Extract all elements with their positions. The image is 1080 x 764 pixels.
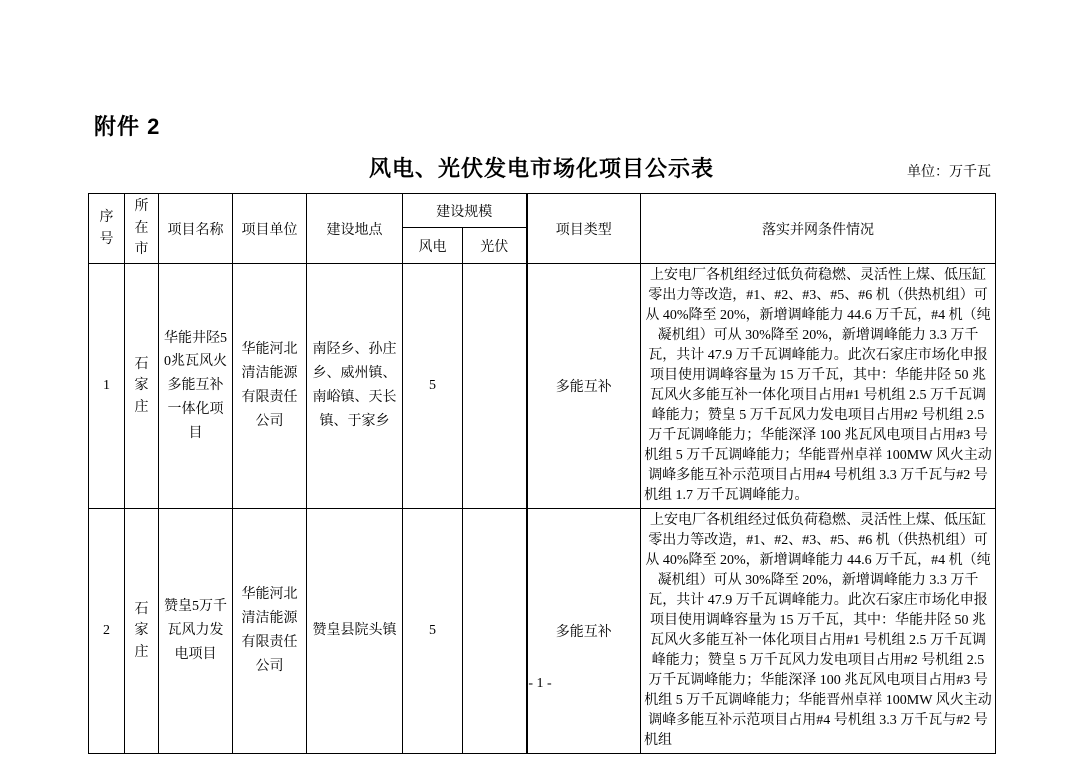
col-header-project-unit: 项目单位 xyxy=(233,194,307,264)
col-header-scale-group: 建设规模 xyxy=(403,194,527,228)
title-band xyxy=(88,152,995,186)
table-row xyxy=(89,264,996,509)
col-header-solar: 光伏 xyxy=(463,228,527,264)
document-title: 风电、光伏发电市场化项目公示表 xyxy=(368,156,714,181)
page-number: - 1 - xyxy=(528,676,552,691)
col-header-grid-conditions: 落实并网条件情况 xyxy=(641,194,996,264)
col-header-type: 项目类型 xyxy=(527,194,641,264)
cell-grid-conditions: 上安电厂各机组经过低负荷稳燃、灵活性上煤、低压缸零出力等改造，#1、#2、#3、#5、#6 机（供热机组）可从 40%降至 20%，新增调峰能力 44.6 万千瓦，#4 机（纯凝机组）可从 30%降至 20%，新增调峰能力 3.3 万千瓦，共计 47.9 万千瓦调峰能力。此次石家庄市场化申报项目使用调峰容量为 15 万千瓦，其中：华能井陉 50 兆瓦风火多能互补一体化项目占用#1 号机组 2.5 万千瓦调峰能力；赞皇 5 万千瓦风力发电项目占用#2 号机组 2.5 万千瓦调峰能力；华能深泽 100 兆瓦风电项目占用#3 号机组 5 万千瓦调峰能力；华能晋州卓祥 100MW 风火主动调峰多能互补示范项目占用#4 号机组 3.3 万千瓦与#2 号机组 1.7 万千瓦调峰能力。 xyxy=(641,264,996,509)
cell-project-name: 赞皇5万千瓦风力发电项目 xyxy=(159,509,233,754)
col-header-city: 所在市 xyxy=(125,194,159,264)
col-header-wind: 风电 xyxy=(403,228,463,264)
cell-solar-scale xyxy=(463,264,527,509)
cell-seq: 1 xyxy=(89,264,125,509)
unit-label: 单位：万千瓦 xyxy=(907,165,991,180)
attachment-label: 附件 2 xyxy=(94,114,161,139)
cell-wind-scale: 5 xyxy=(403,509,463,754)
cell-project-unit: 华能河北清洁能源有限责任公司 xyxy=(233,264,307,509)
cell-seq: 2 xyxy=(89,509,125,754)
col-header-project-name: 项目名称 xyxy=(159,194,233,264)
cell-solar-scale xyxy=(463,509,527,754)
col-header-seq: 序号 xyxy=(89,194,125,264)
table-row xyxy=(89,509,996,754)
cell-project-unit: 华能河北清洁能源有限责任公司 xyxy=(233,509,307,754)
cell-city: 石家庄 xyxy=(125,509,159,754)
cell-project-type: 多能互补 xyxy=(527,509,641,754)
projects-table xyxy=(88,193,996,754)
cell-wind-scale: 5 xyxy=(403,264,463,509)
cell-location: 赞皇县院头镇 xyxy=(307,509,403,754)
cell-grid-conditions: 上安电厂各机组经过低负荷稳燃、灵活性上煤、低压缸零出力等改造，#1、#2、#3、#5、#6 机（供热机组）可从 40%降至 20%，新增调峰能力 44.6 万千瓦，#4 机（纯凝机组）可从 30%降至 20%，新增调峰能力 3.3 万千瓦，共计 47.9 万千瓦调峰能力。此次石家庄市场化申报项目使用调峰容量为 15 万千瓦，其中：华能井陉 50 兆瓦风火多能互补一体化项目占用#1 号机组 2.5 万千瓦调峰能力；赞皇 5 万千瓦风力发电项目占用#2 号机组 2.5 万千瓦调峰能力；华能深泽 100 兆瓦风电项目占用#3 号机组 5 万千瓦调峰能力；华能晋州卓祥 100MW 风火主动调峰多能互补示范项目占用#4 号机组 3.3 万千瓦与#2 号机组 xyxy=(641,509,996,754)
cell-city: 石家庄 xyxy=(125,264,159,509)
col-header-location: 建设地点 xyxy=(307,194,403,264)
cell-project-type: 多能互补 xyxy=(527,264,641,509)
cell-location: 南陉乡、孙庄乡、威州镇、南峪镇、天长镇、于家乡 xyxy=(307,264,403,509)
cell-project-name: 华能井陉50兆瓦风火多能互补一体化项目 xyxy=(159,264,233,509)
